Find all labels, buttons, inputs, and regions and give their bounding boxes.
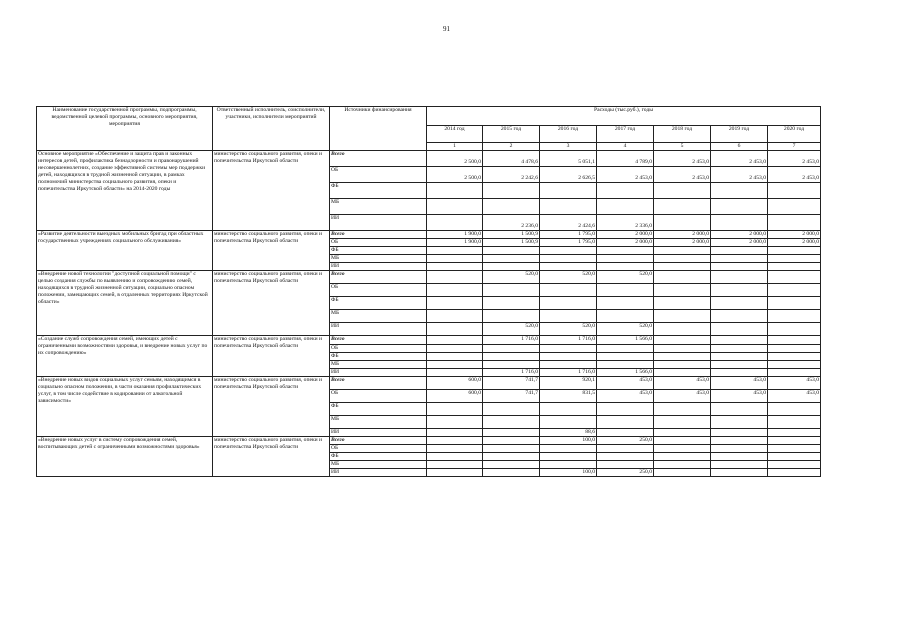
index-cell: 1: [427, 143, 483, 151]
expense-cell: [483, 254, 540, 262]
expense-cell: [654, 436, 711, 444]
expense-cell: [768, 214, 821, 230]
index-cell: 7: [768, 143, 821, 151]
expense-cell: [654, 444, 711, 452]
expense-cell: [483, 444, 540, 452]
funding-source: Всего: [330, 335, 427, 344]
expense-cell: 2 000,0: [654, 230, 711, 238]
expense-cell: [711, 262, 768, 270]
expense-cell: [654, 309, 711, 322]
expense-cell: [654, 415, 711, 428]
responsible-executor: министерство социального развития, опеки и попечительства Иркутской области: [213, 436, 330, 476]
expense-cell: [654, 360, 711, 368]
expense-cell: [540, 198, 597, 214]
expense-cell: [540, 402, 597, 415]
expense-cell: [540, 444, 597, 452]
expense-cell: 5 051,1: [540, 150, 597, 166]
expense-cell: [768, 352, 821, 360]
expense-cell: 2 500,0: [427, 166, 483, 182]
expense-cell: 1 900,0: [427, 238, 483, 246]
expense-cell: [483, 415, 540, 428]
expense-cell: [654, 296, 711, 309]
expense-cell: [711, 402, 768, 415]
index-cell: 5: [654, 143, 711, 151]
expense-cell: 831,5: [540, 389, 597, 402]
expense-cell: [483, 198, 540, 214]
expense-cell: [540, 296, 597, 309]
expense-cell: [483, 182, 540, 198]
responsible-executor: министерство социального развития, опеки и попечительства Иркутской области: [213, 335, 330, 376]
expense-cell: 2 000,0: [597, 230, 654, 238]
expenses-table: [36, 106, 821, 477]
expense-cell: [597, 352, 654, 360]
funding-source: ОБ: [330, 444, 427, 452]
expense-cell: 88,6: [540, 428, 597, 436]
expense-cell: [597, 309, 654, 322]
expense-cell: [540, 283, 597, 296]
expense-cell: [654, 198, 711, 214]
expense-cell: [597, 415, 654, 428]
expense-cell: 741,7: [483, 389, 540, 402]
expense-cell: [711, 452, 768, 460]
expense-cell: 920,1: [540, 376, 597, 389]
expense-cell: [427, 283, 483, 296]
expense-cell: [768, 182, 821, 198]
expense-cell: [654, 428, 711, 436]
expense-cell: [483, 344, 540, 352]
expense-cell: [654, 254, 711, 262]
measure-name: «Развитие деятельности выездных мобильных бригад при областных государственных учреждениях социального обслуживания»: [37, 230, 213, 270]
expense-cell: [427, 360, 483, 368]
funding-source: ИИ: [330, 262, 427, 270]
expense-cell: [654, 214, 711, 230]
expense-cell: [654, 322, 711, 335]
expense-cell: 250,0: [597, 468, 654, 476]
expense-cell: [711, 460, 768, 468]
expense-cell: [597, 460, 654, 468]
expense-cell: 520,0: [483, 270, 540, 283]
expense-cell: [597, 428, 654, 436]
funding-source: ФБ: [330, 246, 427, 254]
expense-cell: [768, 283, 821, 296]
expense-cell: [427, 468, 483, 476]
expense-cell: [540, 360, 597, 368]
funding-source: ИИ: [330, 428, 427, 436]
expense-cell: [483, 309, 540, 322]
expense-cell: [654, 335, 711, 344]
expense-cell: [483, 402, 540, 415]
expense-cell: 100,0: [540, 468, 597, 476]
expense-cell: [768, 198, 821, 214]
expense-cell: [427, 460, 483, 468]
expense-cell: 2 242,6: [483, 166, 540, 182]
expense-cell: 2 336,0: [597, 214, 654, 230]
expense-cell: [597, 262, 654, 270]
expense-cell: [597, 402, 654, 415]
funding-source: ОБ: [330, 238, 427, 246]
funding-source: Всего: [330, 270, 427, 283]
expense-cell: 1 795,0: [540, 238, 597, 246]
expense-cell: [711, 335, 768, 344]
table-row: [37, 436, 821, 444]
expense-cell: [654, 262, 711, 270]
expense-cell: [597, 246, 654, 254]
expense-cell: [597, 283, 654, 296]
header-year-2018: 2018 год: [654, 126, 711, 143]
expense-cell: [483, 262, 540, 270]
header-year-2020: 2020 год: [768, 126, 821, 143]
expense-cell: 1 500,9: [483, 238, 540, 246]
expense-cell: [427, 344, 483, 352]
expense-cell: [427, 262, 483, 270]
header-year-2014: 2014 год: [427, 126, 483, 143]
expense-cell: 1 566,0: [597, 335, 654, 344]
expense-cell: 453,0: [654, 376, 711, 389]
funding-source: ФБ: [330, 452, 427, 460]
expense-cell: [597, 452, 654, 460]
funding-source: МБ: [330, 360, 427, 368]
funding-source: ИИ: [330, 322, 427, 335]
expense-cell: [768, 270, 821, 283]
funding-source: ФБ: [330, 402, 427, 415]
page-number: 91: [443, 25, 450, 33]
expense-cell: [540, 246, 597, 254]
funding-source: ОБ: [330, 344, 427, 352]
expense-cell: 453,0: [711, 389, 768, 402]
expense-cell: 2 000,0: [768, 238, 821, 246]
expense-cell: [768, 428, 821, 436]
funding-source: ОБ: [330, 389, 427, 402]
expense-cell: [711, 270, 768, 283]
expense-cell: [711, 254, 768, 262]
expense-cell: [483, 352, 540, 360]
expense-cell: [711, 198, 768, 214]
measure-name: «Создание служб сопровождения семей, имеющих детей с ограниченными возможностями здоровья, и внедрение новых услуг по их сопровождению»: [37, 335, 213, 376]
expense-cell: [483, 246, 540, 254]
expense-cell: [711, 214, 768, 230]
header-sources: Источники финансирования: [330, 107, 427, 151]
expense-cell: [654, 344, 711, 352]
expense-cell: 2 453,0: [654, 166, 711, 182]
expense-cell: [711, 444, 768, 452]
funding-source: Всего: [330, 436, 427, 444]
expense-cell: 2 000,0: [654, 238, 711, 246]
funding-source: МБ: [330, 460, 427, 468]
expense-cell: [654, 270, 711, 283]
expense-cell: [654, 246, 711, 254]
expense-cell: [768, 360, 821, 368]
expense-cell: 453,0: [597, 376, 654, 389]
expense-cell: 520,0: [540, 270, 597, 283]
expense-cell: 1 795,0: [540, 230, 597, 238]
table-row: [37, 150, 821, 166]
expense-cell: [768, 468, 821, 476]
funding-source: ФБ: [330, 296, 427, 309]
funding-source: ОБ: [330, 166, 427, 182]
expense-cell: 2 000,0: [597, 238, 654, 246]
expense-cell: [711, 436, 768, 444]
expense-cell: 1 566,0: [597, 368, 654, 376]
expense-cell: 520,0: [540, 322, 597, 335]
expense-cell: 2 453,0: [768, 150, 821, 166]
expense-cell: 741,7: [483, 376, 540, 389]
header-year-2016: 2016 год: [540, 126, 597, 143]
expense-cell: [483, 468, 540, 476]
expense-cell: [711, 309, 768, 322]
expense-cell: [597, 344, 654, 352]
expense-cell: [597, 198, 654, 214]
expense-cell: [427, 428, 483, 436]
expense-cell: [768, 344, 821, 352]
expense-cell: 1 716,0: [540, 335, 597, 344]
expense-cell: [483, 283, 540, 296]
expense-cell: 453,0: [597, 389, 654, 402]
index-cell: 6: [711, 143, 768, 151]
expense-cell: [768, 402, 821, 415]
expense-cell: 2 453,0: [711, 166, 768, 182]
expense-cell: [540, 309, 597, 322]
expense-cell: 600,0: [427, 389, 483, 402]
responsible-executor: министерство социального развития, опеки и попечительства Иркутской области: [213, 376, 330, 436]
expense-cell: [711, 322, 768, 335]
measure-name: «Внедрение новых услуг в систему сопровождения семей, воспитывающих детей с ограниченными возможностями здоровья»: [37, 436, 213, 476]
expense-cell: [768, 460, 821, 468]
funding-source: ИИ: [330, 368, 427, 376]
expense-cell: [427, 444, 483, 452]
expense-cell: [540, 452, 597, 460]
expense-cell: [427, 246, 483, 254]
table-row: [37, 230, 821, 238]
expense-cell: [427, 296, 483, 309]
expense-cell: [483, 360, 540, 368]
expense-cell: [654, 182, 711, 198]
expense-cell: [483, 428, 540, 436]
expense-cell: [427, 309, 483, 322]
expense-cell: 2 453,0: [654, 150, 711, 166]
expense-cell: [427, 254, 483, 262]
expense-cell: [540, 182, 597, 198]
header-row-1: [37, 107, 821, 126]
header-year-2017: 2017 год: [597, 126, 654, 143]
expense-cell: 2 500,0: [427, 150, 483, 166]
expense-cell: [597, 444, 654, 452]
expense-cell: [654, 352, 711, 360]
measure-name: Основное мероприятие «Обеспечение и защита прав и законных интересов детей, профилактика безнадзорности и правонарушений несовершеннолетних, создание эффективной системы мер поддержки детей, находящихся в трудной жизненной ситуации, в рамках полномочий министерства социального развития, опеки и попечительства Иркутской области» на 2014-2020 годы: [37, 150, 213, 230]
expense-cell: 1 900,0: [427, 230, 483, 238]
expense-cell: 2 453,0: [597, 166, 654, 182]
responsible-executor: министерство социального развития, опеки и попечительства Иркутской области: [213, 270, 330, 335]
expense-cell: [427, 352, 483, 360]
table-row: [37, 270, 821, 283]
expense-cell: [540, 460, 597, 468]
expense-cell: [427, 436, 483, 444]
expense-cell: [427, 335, 483, 344]
expense-cell: [711, 360, 768, 368]
expense-cell: [483, 452, 540, 460]
expense-cell: 453,0: [768, 376, 821, 389]
expense-cell: [768, 309, 821, 322]
expense-cell: 2 453,0: [711, 150, 768, 166]
expense-cell: 2 424,6: [540, 214, 597, 230]
expense-cell: [427, 452, 483, 460]
expense-cell: [654, 368, 711, 376]
expense-cell: [711, 283, 768, 296]
header-responsible: Ответственный исполнитель, соисполнители, участники, исполнители мероприятий: [213, 107, 330, 151]
funding-source: ИИ: [330, 214, 427, 230]
expense-cell: [768, 296, 821, 309]
expense-cell: [540, 254, 597, 262]
expense-cell: [768, 322, 821, 335]
expense-cell: [540, 415, 597, 428]
expense-cell: 250,0: [597, 436, 654, 444]
funding-source: ИИ: [330, 468, 427, 476]
expense-cell: [597, 296, 654, 309]
funding-source: Всего: [330, 376, 427, 389]
expense-cell: [768, 368, 821, 376]
expense-cell: [711, 246, 768, 254]
expense-cell: [427, 322, 483, 335]
measure-name: «Внедрение новых видов социальных услуг семьям, находящимся в социально опасном положении, в части оказания профилактических услуг, в том числе содействие в кодировании от алкогольной зависимости»: [37, 376, 213, 436]
expense-cell: 2 000,0: [711, 230, 768, 238]
expense-cell: 2 000,0: [711, 238, 768, 246]
table-row: [37, 335, 821, 344]
expense-cell: 600,0: [427, 376, 483, 389]
expense-cell: 1 500,9: [483, 230, 540, 238]
expense-cell: [427, 214, 483, 230]
expense-cell: [654, 283, 711, 296]
expense-cell: [711, 344, 768, 352]
expense-cell: [768, 436, 821, 444]
expense-cell: 2 236,0: [483, 214, 540, 230]
expense-cell: [654, 452, 711, 460]
funding-source: ОБ: [330, 283, 427, 296]
expense-cell: [768, 254, 821, 262]
expense-cell: 2 453,0: [768, 166, 821, 182]
funding-source: ФБ: [330, 352, 427, 360]
expense-cell: [597, 254, 654, 262]
expense-cell: [540, 352, 597, 360]
expense-cell: 2 000,0: [768, 230, 821, 238]
responsible-executor: министерство социального развития, опеки и попечительства Иркутской области: [213, 230, 330, 270]
expense-cell: [540, 262, 597, 270]
expense-cell: 453,0: [711, 376, 768, 389]
expense-cell: [711, 428, 768, 436]
funding-source: МБ: [330, 254, 427, 262]
index-cell: 2: [483, 143, 540, 151]
expense-cell: [483, 296, 540, 309]
expense-cell: [768, 262, 821, 270]
expense-cell: [711, 468, 768, 476]
expense-cell: 1 716,0: [483, 335, 540, 344]
expense-cell: 2 626,5: [540, 166, 597, 182]
expense-cell: [427, 402, 483, 415]
expense-cell: 100,0: [540, 436, 597, 444]
expense-cell: [427, 368, 483, 376]
expense-cell: [768, 246, 821, 254]
funding-source: Всего: [330, 230, 427, 238]
expense-cell: 1 716,0: [483, 368, 540, 376]
expense-cell: [597, 182, 654, 198]
expense-cell: [768, 415, 821, 428]
funding-source: МБ: [330, 309, 427, 322]
header-expenses: Расходы (тыс.руб.), годы: [427, 107, 821, 126]
expense-cell: [427, 182, 483, 198]
funding-source: МБ: [330, 415, 427, 428]
expense-cell: [768, 452, 821, 460]
expense-cell: 520,0: [597, 270, 654, 283]
expense-cell: [654, 468, 711, 476]
responsible-executor: министерство социального развития, опеки и попечительства Иркутской области: [213, 150, 330, 230]
expense-cell: [483, 436, 540, 444]
expense-cell: [768, 444, 821, 452]
expense-cell: [711, 352, 768, 360]
table-row: [37, 376, 821, 389]
funding-source: МБ: [330, 198, 427, 214]
funding-source: Всего: [330, 150, 427, 166]
expense-cell: [483, 460, 540, 468]
expense-cell: 453,0: [654, 389, 711, 402]
expense-cell: 1 716,0: [540, 368, 597, 376]
expense-cell: [427, 415, 483, 428]
funding-source: ФБ: [330, 182, 427, 198]
index-cell: 3: [540, 143, 597, 151]
expense-cell: [540, 344, 597, 352]
expense-cell: [427, 270, 483, 283]
expense-cell: [711, 415, 768, 428]
header-year-2019: 2019 год: [711, 126, 768, 143]
expense-cell: [711, 368, 768, 376]
expense-cell: [597, 360, 654, 368]
expense-cell: 4 789,0: [597, 150, 654, 166]
expense-cell: [654, 460, 711, 468]
expense-cell: [711, 296, 768, 309]
index-cell: 4: [597, 143, 654, 151]
expense-cell: [654, 402, 711, 415]
expense-cell: 520,0: [597, 322, 654, 335]
expense-cell: 520,0: [483, 322, 540, 335]
expense-cell: [711, 182, 768, 198]
measure-name: «Внедрение новой технологии "доступной социальной помощи" с целью создания службы по выявлению и сопровождению семей, находящихся в трудной жизненной ситуации, социально опасном положении, замещающих семей, в отдаленных территориях Иркутской области»: [37, 270, 213, 335]
expense-cell: 453,0: [768, 389, 821, 402]
expense-cell: 4 478,6: [483, 150, 540, 166]
header-year-2015: 2015 год: [483, 126, 540, 143]
header-name: Наименование государственной программы, подпрограммы, ведомственной целевой программы, основного мероприятия, мероприятия: [37, 107, 213, 151]
expense-cell: [768, 335, 821, 344]
expense-cell: [427, 198, 483, 214]
